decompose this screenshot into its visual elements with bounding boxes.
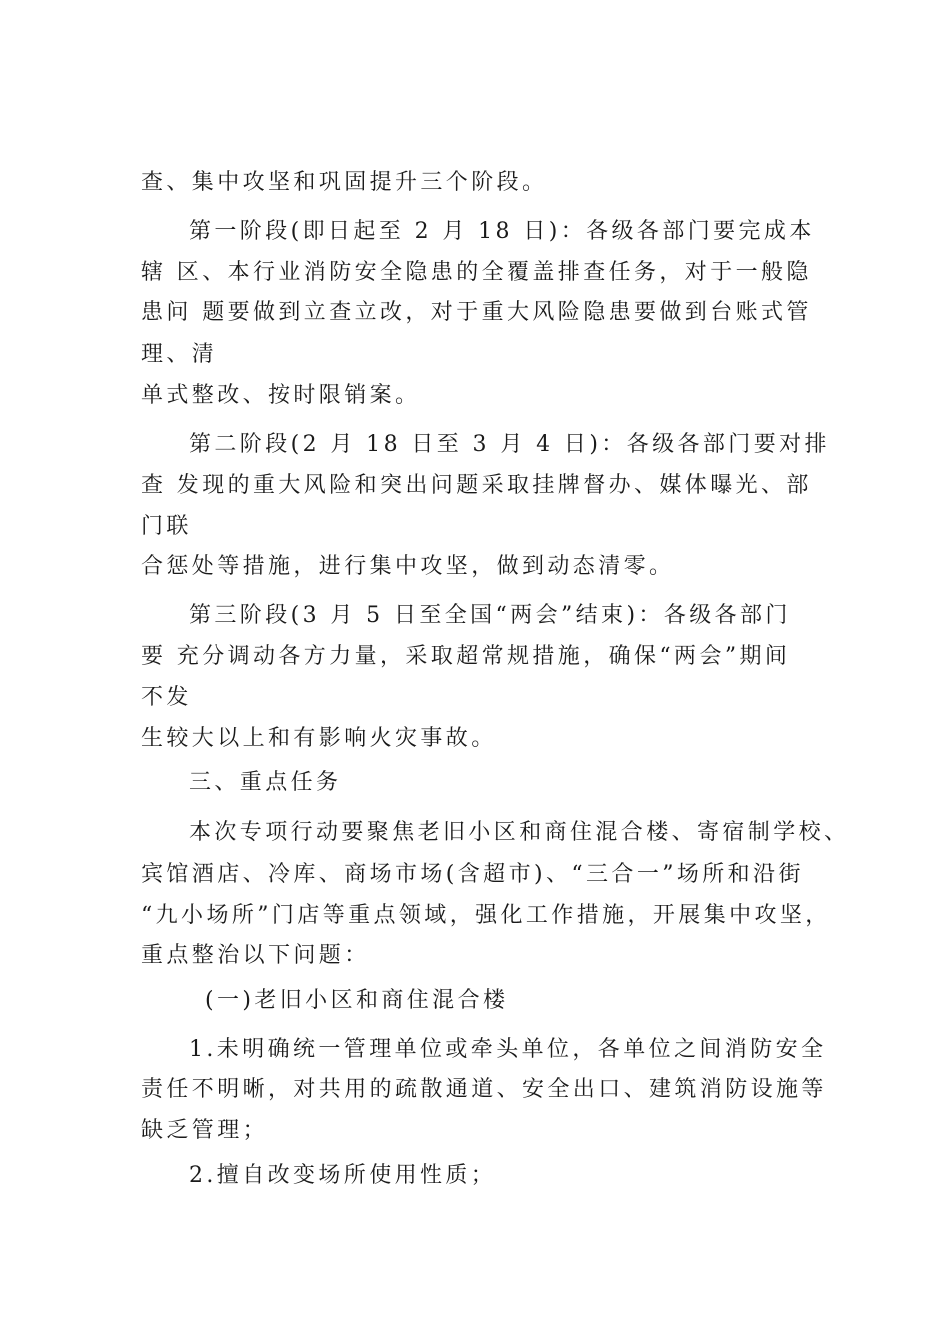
text-line: 第一阶段(即日起至 2 月 18 日)：各级各部门要完成本 bbox=[189, 219, 815, 244]
text-line: 责任不明晰，对共用的疏散通道、安全出口、建筑消防设施等 bbox=[141, 1077, 827, 1102]
text-line: 第二阶段(2 月 18 日至 3 月 4 日)：各级各部门要对排 bbox=[189, 432, 830, 457]
subsection-heading: (一)老旧小区和商住混合楼 bbox=[205, 988, 509, 1013]
text-line: 患问 题要做到立查立改，对于重大风险隐患要做到台账式管 bbox=[141, 300, 812, 325]
text-line: 缺乏管理； bbox=[141, 1118, 269, 1143]
text-line: 本次专项行动要聚焦老旧小区和商住混合楼、寄宿制学校、 bbox=[189, 820, 850, 845]
text-line: 查 发现的重大风险和突出问题采取挂牌督办、媒体曝光、部 bbox=[141, 473, 812, 498]
text-line: 生较大以上和有影响火灾事故。 bbox=[141, 726, 497, 751]
text-line: 第三阶段(3 月 5 日至全国“两会”结束)：各级各部门 bbox=[189, 603, 791, 628]
text-line: 不发 bbox=[141, 685, 192, 710]
text-line: 1.未明确统一管理单位或牵头单位，各单位之间消防安全 bbox=[189, 1037, 827, 1062]
text-line: 重点整治以下问题： bbox=[141, 943, 370, 968]
text-line: 门联 bbox=[141, 514, 192, 539]
text-line: 要 充分调动各方力量，采取超常规措施，确保“两会”期间 bbox=[141, 644, 791, 669]
text-line: 2.擅自改变场所使用性质； bbox=[189, 1163, 497, 1188]
text-line: 理、清 bbox=[141, 342, 218, 367]
text-line: 宾馆酒店、冷库、商场市场(含超市)、“三合一”场所和沿街 bbox=[141, 862, 804, 887]
text-line: 合惩处等措施，进行集中攻坚，做到动态清零。 bbox=[141, 554, 675, 579]
section-heading: 三、重点任务 bbox=[189, 770, 342, 795]
text-line: “九小场所”门店等重点领域，强化工作措施，开展集中攻坚， bbox=[141, 903, 831, 928]
text-line: 查、集中攻坚和巩固提升三个阶段。 bbox=[141, 170, 548, 195]
text-line: 辖 区、本行业消防安全隐患的全覆盖排查任务，对于一般隐 bbox=[141, 260, 812, 285]
text-line: 单式整改、按时限销案。 bbox=[141, 383, 421, 408]
